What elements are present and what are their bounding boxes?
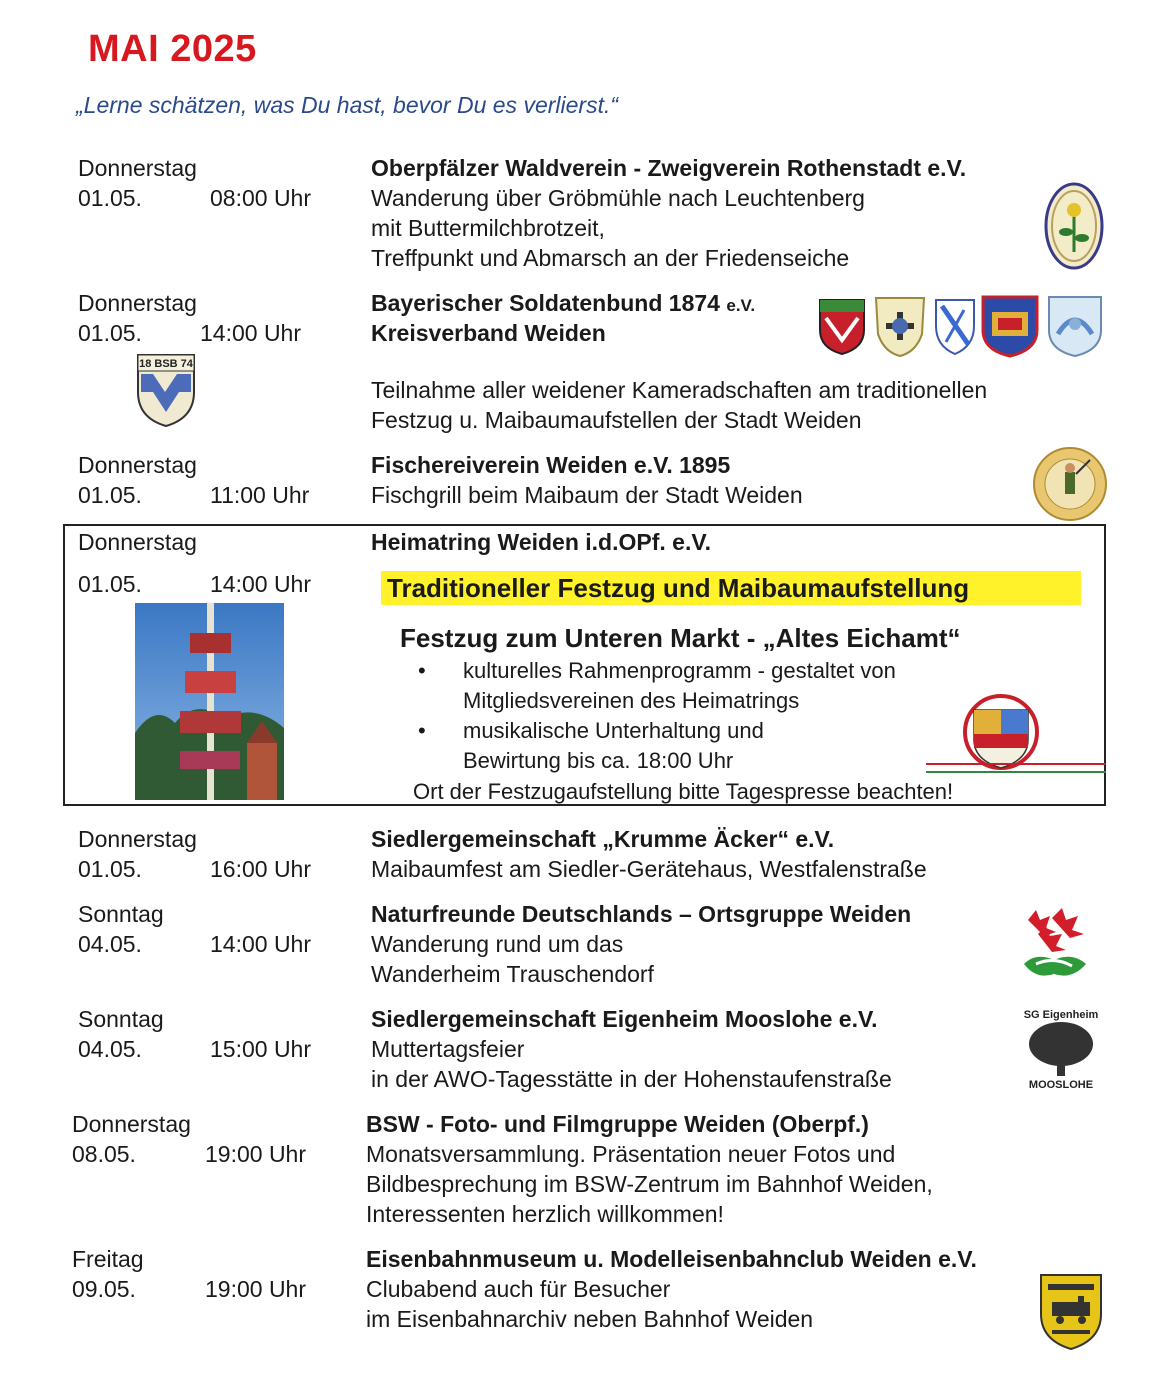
railway-club-logo-icon — [1038, 1272, 1104, 1352]
event-text: Monatsversammlung. Präsentation neuer Fotos und — [366, 1141, 896, 1167]
event-text: mit Buttermilchbrotzeit, — [371, 215, 605, 241]
event-text: Wanderung rund um das — [371, 931, 624, 957]
bullet-text: Mitgliedsvereinen des Heimatrings — [463, 688, 800, 713]
mooslohe-tree-logo-icon — [1020, 1004, 1102, 1090]
naturfreunde-logo-icon — [1016, 906, 1094, 986]
club-badge-4-icon — [980, 294, 1040, 358]
event-text: Festzug u. Maibaumaufstellen der Stadt Weiden — [371, 407, 862, 433]
event-text: Wanderheim Trauschendorf — [371, 961, 654, 987]
heimatring-logo-icon — [926, 690, 1106, 780]
event-organizer: Siedlergemeinschaft Eigenheim Mooslohe e.V. — [371, 1006, 878, 1032]
event-time: 14:00 Uhr — [210, 571, 312, 597]
event-text: Wanderung über Gröbmühle nach Leuchtenberg — [371, 185, 865, 211]
event-time: 16:00 Uhr — [210, 856, 312, 882]
event-text: Maibaumfest am Siedler-Gerätehaus, Westfalenstraße — [371, 856, 927, 882]
motto-quote: „Lerne schätzen, was Du hast, bevor Du es verlierst.“ — [76, 92, 619, 118]
event-date: 09.05. — [72, 1276, 136, 1302]
club-badge-3-icon — [934, 296, 976, 356]
bullet-icon: • — [418, 658, 426, 683]
event-text: in der AWO-Tagesstätte in der Hohenstaufenstraße — [371, 1066, 892, 1092]
event-date: 08.05. — [72, 1141, 136, 1167]
event-text: Interessenten herzlich willkommen! — [366, 1201, 724, 1227]
bsb-crest-text: 18 BSB 74 — [139, 358, 193, 370]
event-time: 15:00 Uhr — [210, 1036, 312, 1062]
event-organizer-sub: Kreisverband Weiden — [371, 320, 606, 346]
logo-bottom-text: MOOSLOHE — [1028, 1079, 1094, 1090]
organizer-name: Bayerischer Soldatenbund 1874 — [371, 290, 720, 316]
event-organizer: BSW - Foto- und Filmgruppe Weiden (Oberpf.) — [366, 1111, 869, 1137]
event-text: Clubabend auch für Besucher — [366, 1276, 671, 1302]
event-date: 04.05. — [78, 931, 142, 957]
bsb-crest-icon — [135, 352, 197, 428]
event-time: 19:00 Uhr — [205, 1141, 307, 1167]
event-organizer: Eisenbahnmuseum u. Modelleisenbahnclub Weiden e.V. — [366, 1246, 977, 1272]
event-day: Donnerstag — [78, 529, 197, 555]
event-day: Donnerstag — [78, 452, 197, 478]
event-date: 04.05. — [78, 1036, 142, 1062]
event-date: 01.05. — [78, 482, 142, 508]
event-day: Donnerstag — [72, 1111, 191, 1137]
event-organizer: Oberpfälzer Waldverein - Zweigverein Rothenstadt e.V. — [371, 155, 967, 181]
bullet-icon: • — [418, 718, 426, 743]
club-badge-2-icon — [872, 294, 928, 358]
event-text: im Eisenbahnarchiv neben Bahnhof Weiden — [366, 1306, 814, 1332]
bullet-text: kulturelles Rahmenprogramm - gestaltet von — [463, 658, 896, 683]
event-date: 01.05. — [78, 320, 142, 346]
event-text: Muttertagsfeier — [371, 1036, 525, 1062]
bullet-text: Bewirtung bis ca. 18:00 Uhr — [463, 748, 734, 773]
event-text: Treffpunkt und Abmarsch an der Friedenseiche — [371, 245, 850, 271]
event-text: Fischgrill beim Maibaum der Stadt Weiden — [371, 482, 803, 508]
page-title: MAI 2025 — [88, 28, 257, 70]
event-day: Freitag — [72, 1246, 144, 1272]
event-day: Sonntag — [78, 1006, 164, 1032]
event-day: Donnerstag — [78, 155, 197, 181]
event-time: 08:00 Uhr — [210, 185, 312, 211]
event-organizer: Siedlergemeinschaft „Krumme Äcker“ e.V. — [371, 826, 835, 852]
event-time: 11:00 Uhr — [210, 482, 310, 508]
event-organizer: Heimatring Weiden i.d.OPf. e.V. — [371, 529, 711, 555]
event-organizer: Fischereiverein Weiden e.V. 1895 — [371, 452, 731, 478]
bullet-text: musikalische Unterhaltung und — [463, 718, 764, 743]
fishing-club-logo-icon — [1032, 446, 1108, 522]
event-footer-note: Ort der Festzugaufstellung bitte Tagespresse beachten! — [413, 779, 954, 804]
logo-top-text: SG Eigenheim — [1023, 1009, 1099, 1021]
event-organizer: Naturfreunde Deutschlands – Ortsgruppe Weiden — [371, 901, 912, 927]
event-text: Bildbesprechung im BSW-Zentrum im Bahnhof Weiden, — [366, 1171, 933, 1197]
highlighted-heading: Traditioneller Festzug und Maibaumaufstellung — [387, 573, 970, 603]
event-date: 01.05. — [78, 571, 142, 597]
event-time: 19:00 Uhr — [205, 1276, 307, 1302]
club-badge-1-icon — [818, 296, 866, 356]
event-text: Teilnahme aller weidener Kameradschaften am traditionellen — [371, 377, 988, 403]
event-organizer — [371, 288, 755, 321]
event-subheading: Festzug zum Unteren Markt - „Altes Eichamt“ — [400, 623, 961, 653]
organizer-suffix: e.V. — [726, 296, 756, 315]
event-date: 01.05. — [78, 856, 142, 882]
event-day: Sonntag — [78, 901, 164, 927]
event-day: Donnerstag — [78, 290, 197, 316]
club-badge-5-icon — [1046, 294, 1104, 358]
event-time: 14:00 Uhr — [210, 931, 312, 957]
event-time: 14:00 Uhr — [200, 320, 302, 346]
event-day: Donnerstag — [78, 826, 197, 852]
maypole-photo — [135, 603, 284, 800]
event-date: 01.05. — [78, 185, 142, 211]
waldverein-logo-icon — [1044, 182, 1104, 270]
